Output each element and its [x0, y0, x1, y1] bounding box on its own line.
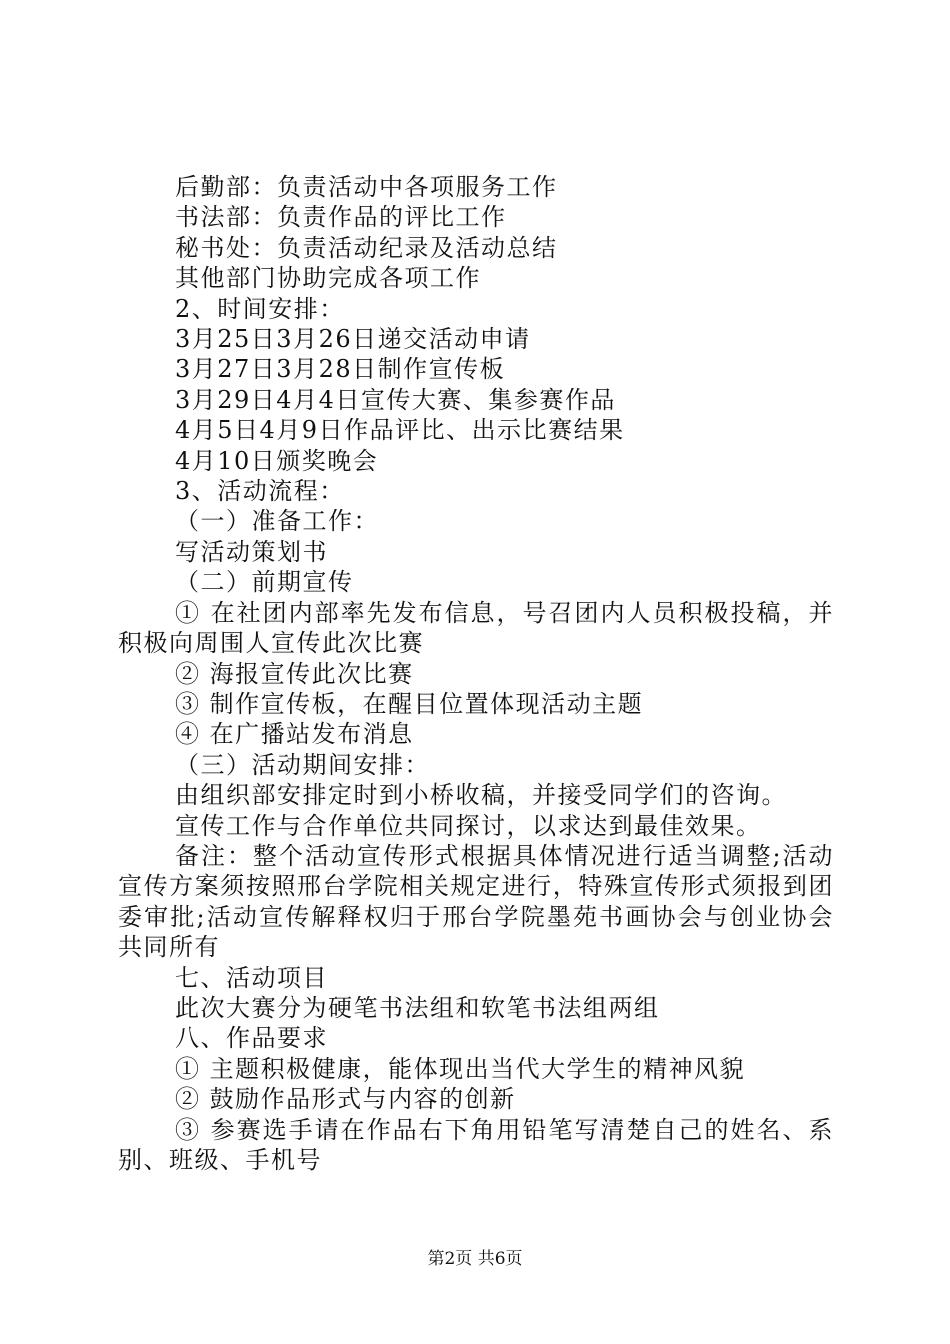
text-line: 宣传工作与合作单位共同探讨，以求达到最佳效果。 — [175, 811, 762, 840]
list-item: ③ 参赛选手请在作品右下角用铅笔写清楚自己的姓名、系别、班级、手机号 — [118, 1115, 834, 1174]
schedule-item: 3月25日3月26日递交活动申请 — [175, 325, 531, 354]
text-line: 书法部：负责作品的评比工作 — [175, 203, 507, 232]
subsection-heading: （二）前期宣传 — [175, 568, 354, 597]
text-line: 后勤部：负责活动中各项服务工作 — [175, 173, 558, 201]
list-item: ② 海报宣传此次比赛 — [175, 659, 414, 688]
schedule-item: 3月29日4月4日宣传大赛、集参赛作品 — [175, 385, 616, 414]
text-line: 写活动策划书 — [175, 537, 328, 566]
list-item: ② 鼓励作品形式与内容的创新 — [175, 1085, 516, 1114]
subsection-heading: （三）活动期间安排： — [175, 750, 430, 779]
subsection-heading: （一）准备工作： — [175, 507, 379, 536]
list-item: ③ 制作宣传板，在醒目位置体现活动主题 — [175, 689, 644, 718]
text-line: 秘书处：负责活动纪录及活动总结 — [175, 233, 558, 262]
section-heading: 3、活动流程： — [175, 477, 345, 506]
document-body — [118, 172, 834, 1175]
schedule-item: 4月10日颁奖晚会 — [175, 446, 379, 475]
note-paragraph: 备注：整个活动宣传形式根据具体情况进行适当调整;活动宣传方案须按照邢台学院相关规定进行，特殊宣传形式须报到团委审批;活动宣传解释权归于邢台学院墨苑书画协会与创业协会共同所有 — [118, 841, 834, 962]
text-line: 由组织部安排定时到小桥收稿，并接受同学们的咨询。 — [175, 781, 787, 810]
list-item: ④ 在广播站发布消息 — [175, 720, 414, 749]
schedule-item: 4月5日4月9日作品评比、出示比赛结果 — [175, 416, 625, 445]
section-heading: 八、作品要求 — [175, 1024, 328, 1053]
text-line: 此次大赛分为硬笔书法组和软笔书法组两组 — [175, 993, 660, 1022]
section-heading: 七、活动项目 — [175, 963, 328, 992]
schedule-item: 3月27日3月28日制作宣传板 — [175, 355, 506, 384]
text-line: 其他部门协助完成各项工作 — [175, 264, 481, 293]
section-heading: 2、时间安排： — [175, 294, 345, 323]
page-footer: 第2页 共6页 — [427, 1249, 523, 1269]
text-paragraph: ① 在社团内部率先发布信息，号召团内人员积极投稿，并积极向周围人宣传此次比赛 — [118, 598, 834, 658]
list-item: ① 主题积极健康，能体现出当代大学生的精神风貌 — [175, 1054, 746, 1083]
